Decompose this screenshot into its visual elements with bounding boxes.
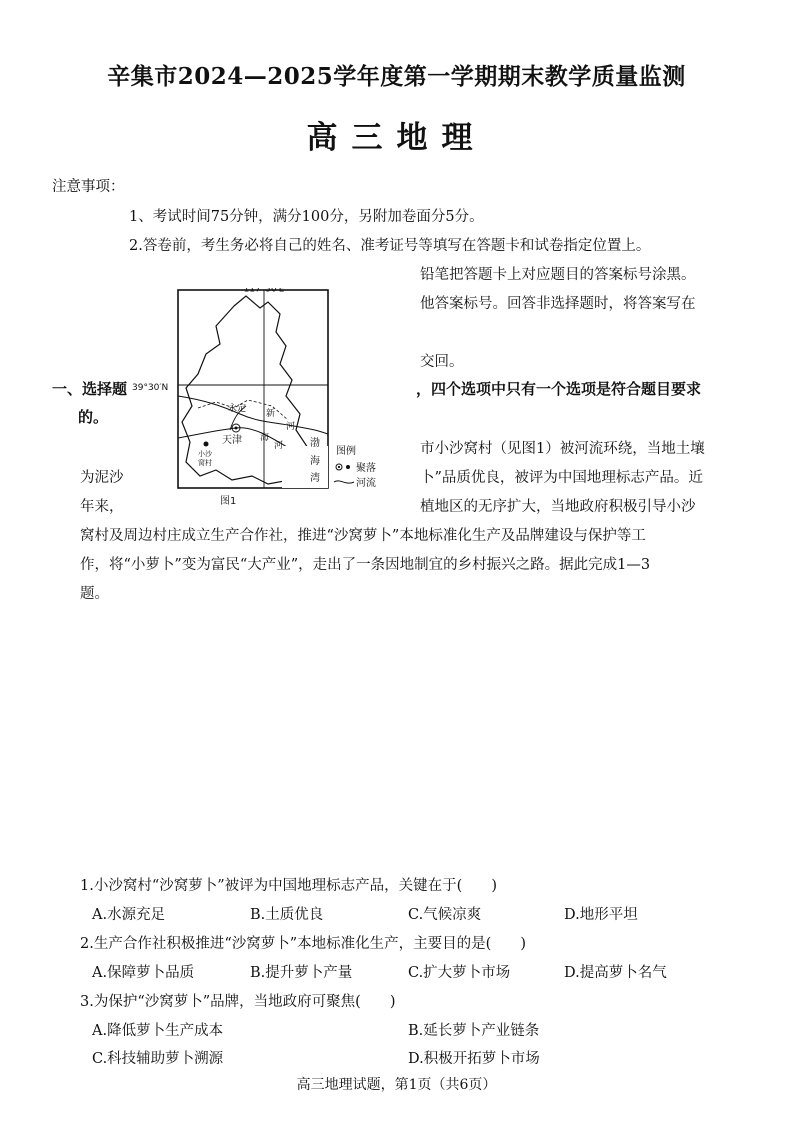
label-tianjin: 天津 bbox=[222, 435, 242, 446]
passage-line-2-right: 卜”品质优良，被评为中国地理标志产品。近 bbox=[420, 470, 703, 486]
figure-caption: 图1 bbox=[220, 496, 237, 507]
question-2-option-a[interactable]: A.保障萝卜品质 bbox=[92, 965, 195, 981]
legend-settlement-symbol bbox=[336, 464, 350, 470]
question-1-stem: 1.小沙窝村“沙窝萝卜”被评为中国地理标志产品，关键在于( ) bbox=[80, 878, 497, 894]
label-117-30-e: 117°30′E bbox=[243, 288, 285, 295]
label-bo: 渤 bbox=[310, 438, 320, 449]
passage-line-3-right: 植地区的无序扩大，当地政府积极引导小沙 bbox=[420, 499, 696, 515]
section-heading-right: ，四个选项中只有一个选项是符合题目要求 bbox=[416, 380, 702, 398]
question-3-option-b[interactable]: B.延长萝卜产业链条 bbox=[408, 1023, 540, 1039]
xiaoshawo-settlement-symbol bbox=[204, 442, 209, 447]
label-xin: 新 bbox=[266, 409, 276, 419]
notice-item-4-fragment: 交回。 bbox=[420, 354, 464, 370]
notice-item-2: 2.答卷前，考生务必将自己的姓名、准考证号等填写在答题卡和试卷指定位置上。 bbox=[129, 238, 651, 254]
legend-river-symbol bbox=[334, 481, 354, 483]
label-he-1: 河 bbox=[286, 422, 296, 432]
legend-settlement-label: 聚落 bbox=[356, 463, 376, 474]
label-wan: 湾 bbox=[310, 473, 320, 484]
legend-title: 图例 bbox=[336, 446, 356, 457]
river-yongding bbox=[178, 396, 328, 434]
notice-item-3-fragment: 铅笔把答题卡上对应题目的答案标号涂黑。 bbox=[420, 267, 696, 283]
question-2-option-d[interactable]: D.提高萝卜名气 bbox=[564, 965, 667, 981]
page-footer: 高三地理试题，第1页（共6页） bbox=[296, 1077, 497, 1093]
question-2-stem: 2.生产合作社积极推进“沙窝萝卜”本地标准化生产，主要目的是( ) bbox=[80, 936, 526, 952]
label-yongding: 永定 bbox=[228, 404, 247, 414]
question-1-option-b[interactable]: B.土质优良 bbox=[250, 907, 324, 923]
figure-1-map bbox=[176, 288, 412, 508]
question-3-option-d[interactable]: D.积极开拓萝卜市场 bbox=[408, 1051, 540, 1067]
section-heading-line2: 的。 bbox=[78, 408, 109, 426]
question-1-option-c[interactable]: C.气候凉爽 bbox=[408, 907, 482, 923]
question-2-option-c[interactable]: C.扩大萝卜市场 bbox=[408, 965, 511, 981]
label-xiaoshawo-2: 窝村 bbox=[198, 459, 212, 467]
label-hai-sea: 海 bbox=[310, 456, 320, 467]
label-39-30-n: 39°30′N bbox=[132, 383, 169, 393]
notice-heading: 注意事项： bbox=[52, 179, 125, 195]
passage-line-4: 窝村及周边村庄成立生产合作社，推进“沙窝萝卜”本地标准化生产及品牌建设与保护等工 bbox=[80, 528, 646, 544]
question-1-option-d[interactable]: D.地形平坦 bbox=[564, 907, 638, 923]
label-he-2: 河 bbox=[274, 441, 284, 451]
label-hai: 海 bbox=[260, 433, 270, 443]
question-3-option-a[interactable]: A.降低萝卜生产成本 bbox=[92, 1023, 224, 1039]
passage-line-5: 作，将“小萝卜”变为富民“大产业”，走出了一条因地制宜的乡村振兴之路。据此完成1—3 bbox=[80, 557, 651, 573]
notice-item-1: 1、考试时间75分钟，满分100分，另附加卷面分5分。 bbox=[129, 209, 484, 225]
exam-title: 辛集市2024—2025学年度第一学期期末教学质量监测 bbox=[107, 63, 686, 90]
question-3-stem: 3.为保护“沙窝萝卜”品牌，当地政府可聚焦( ) bbox=[80, 994, 396, 1010]
label-xiaoshawo-1: 小沙 bbox=[198, 450, 212, 458]
question-1-option-a[interactable]: A.水源充足 bbox=[92, 907, 166, 923]
passage-line-3-left: 年来， bbox=[80, 499, 124, 515]
question-3-option-c[interactable]: C.科技辅助萝卜溯源 bbox=[92, 1051, 224, 1067]
passage-line-6: 题。 bbox=[80, 586, 109, 602]
passage-line-1: 市小沙窝村（见图1）被河流环绕，当地土壤 bbox=[420, 441, 705, 457]
subject-title: 高三地理 bbox=[306, 120, 487, 156]
passage-line-2-left: 为泥沙 bbox=[80, 470, 124, 486]
bohai-bay-area bbox=[282, 446, 328, 488]
question-2-option-b[interactable]: B.提升萝卜产量 bbox=[250, 965, 353, 981]
section-heading-left: 一、选择题 bbox=[52, 380, 128, 398]
notice-item-3-fragment-2: 他答案标号。回答非选择题时，将答案写在 bbox=[420, 296, 696, 312]
legend-river-label: 河流 bbox=[356, 478, 376, 489]
